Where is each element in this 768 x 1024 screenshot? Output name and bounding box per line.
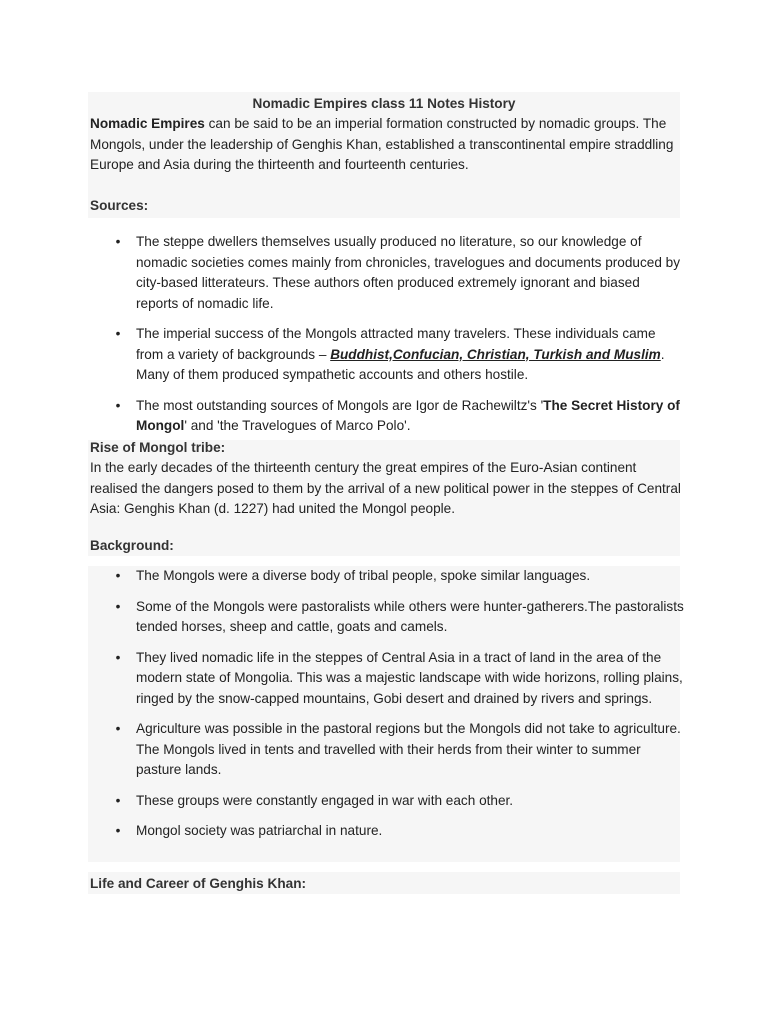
life-heading: Life and Career of Genghis Khan: bbox=[90, 876, 307, 891]
list-item bbox=[114, 396, 684, 437]
background-item-text: Some of the Mongols were pastoralists while others were hunter-gatherers.The pastoralists tended horses, sheep and cattle, goats and camels. bbox=[136, 598, 684, 634]
background-item-text: Mongol society was patriarchal in nature. bbox=[136, 823, 383, 838]
sources-item-text: The most outstanding sources of Mongols are Igor de Rachewiltz's ' bbox=[136, 397, 544, 413]
list-item bbox=[114, 597, 684, 638]
background-item-text: Agriculture was possible in the pastoral regions but the Mongols did not take to agriculture. The Mongols lived in tents and travelled with their herds from their winter to summer pasture lands. bbox=[136, 721, 681, 777]
background-list bbox=[114, 566, 684, 852]
rise-paragraph: In the early decades of the thirteenth century the great empires of the Euro-Asian continent realised the dangers posed to them by the arrival of a new political power in the steppes of Central Asia: Genghis Khan (d. 1227) had united the Mongol people. bbox=[90, 460, 681, 516]
sources-heading: Sources: bbox=[90, 198, 149, 213]
sources-item-text: ' and 'the Travelogues of Marco Polo'. bbox=[184, 418, 411, 433]
list-item bbox=[114, 821, 684, 842]
list-item bbox=[114, 648, 684, 710]
sources-list bbox=[114, 232, 684, 447]
bullet-icon: • bbox=[115, 721, 121, 736]
list-item bbox=[114, 566, 684, 587]
list-item bbox=[114, 324, 684, 386]
bullet-icon: • bbox=[115, 397, 121, 413]
rise-heading: Rise of Mongol tribe: bbox=[90, 440, 226, 455]
background-item-text: The Mongols were a diverse body of tribal people, spoke similar languages. bbox=[136, 568, 591, 583]
intro-text: can be said to be an imperial formation constructed by nomadic groups. The Mongols, under the leadership of Genghis Khan, established a transcontinental empire straddling Europe and Asia during the thirteenth and fourteenth centuries. bbox=[90, 116, 674, 172]
intro-bold-lead: Nomadic Empires bbox=[90, 116, 205, 131]
sources-item-text: . Many of them produced sympathetic accounts and others hostile. bbox=[136, 346, 665, 382]
background-item-text: These groups were constantly engaged in war with each other. bbox=[136, 792, 514, 808]
bullet-icon: • bbox=[115, 649, 121, 665]
bullet-icon: • bbox=[115, 568, 121, 583]
intro-paragraph bbox=[90, 114, 682, 176]
list-item bbox=[114, 719, 684, 781]
bullet-icon: • bbox=[115, 823, 121, 838]
background-item-text: They lived nomadic life in the steppes of Central Asia in a tract of land in the area of the modern state of Mongolia. This was a majestic landscape with wide horizons, rolling plains, ringed by the snow-capped mountains, Gobi desert and drained by rivers and springs. bbox=[136, 649, 683, 706]
sources-item-text: The imperial success of the Mongols attracted many travelers. These individuals came from a variety of backgrounds – bbox=[136, 326, 656, 362]
bullet-icon: • bbox=[115, 792, 121, 808]
list-item bbox=[114, 232, 684, 314]
sources-item-bold: The Secret History of Mongol bbox=[136, 397, 680, 433]
bullet-icon: • bbox=[115, 234, 121, 249]
sources-item-emphasis: Buddhist,Confucian, Christian, Turkish and Muslim bbox=[330, 346, 661, 362]
background-heading: Background: bbox=[90, 538, 174, 553]
document-title: Nomadic Empires class 11 Notes History bbox=[252, 96, 516, 111]
sources-item-text: The steppe dwellers themselves usually produced no literature, so our knowledge of nomadic societies comes mainly from chronicles, travelogues and documents produced by city-based litterateurs. These authors often produced extremely ignorant and biased reports of nomadic life. bbox=[136, 234, 681, 311]
list-item bbox=[114, 791, 684, 812]
bullet-icon: • bbox=[115, 598, 121, 614]
bullet-icon: • bbox=[115, 326, 121, 341]
